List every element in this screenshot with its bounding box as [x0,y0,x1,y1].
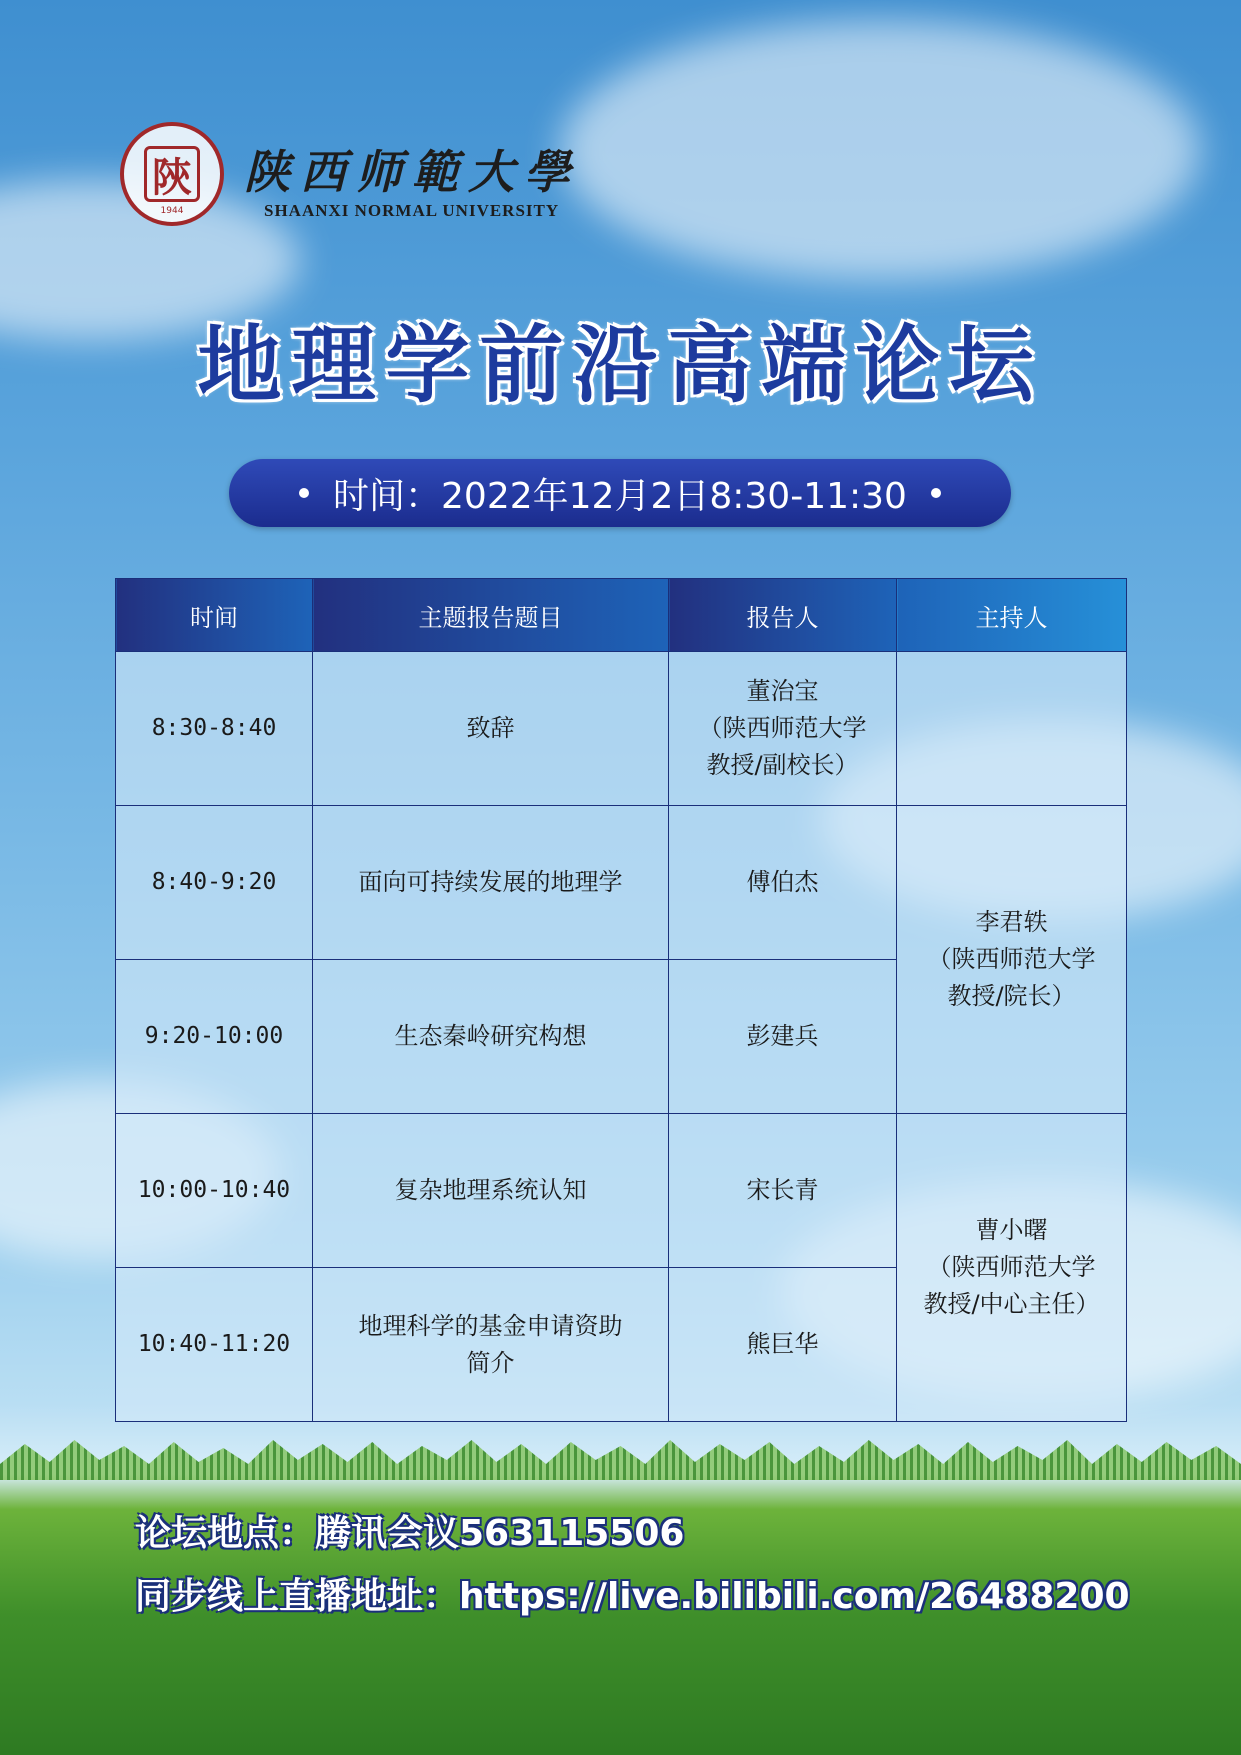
session-time: 9:20-10:00 [116,960,313,1114]
header-host: 主持人 [897,579,1127,652]
session-time: 10:40-11:20 [116,1268,313,1422]
table-row [116,1114,1127,1268]
table-header-row [116,579,1127,652]
session-topic: 致辞 [313,652,669,806]
bullet-dot-icon [299,488,309,498]
time-banner-text: 时间：2022年12月2日8:30-11:30 [333,475,907,517]
session-speaker: 熊巨华 [669,1268,897,1422]
session-speaker: 董治宝 （陕西师范大学 教授/副校长） [669,652,897,806]
session-topic: 地理科学的基金申请资助 简介 [313,1268,669,1422]
header-time: 时间 [116,579,313,652]
table-row [116,652,1127,806]
session-topic: 面向可持续发展的地理学 [313,806,669,960]
university-name-chinese: 陕西师範大學 [244,145,580,199]
forum-title: 地理学前沿高端论坛 [197,316,1044,414]
bullet-dot-icon [931,488,941,498]
university-header [120,122,590,232]
venue-text: 论坛地点：腾讯会议563115506 [135,1513,685,1554]
time-banner [229,459,1011,527]
header-topic: 主题报告题目 [313,579,669,652]
session-speaker: 彭建兵 [669,960,897,1114]
seal-frame [144,146,200,202]
seal-character: 陝 [152,153,192,201]
seal-year: 1944 [160,206,184,216]
table-row [116,806,1127,960]
session-host: 李君轶 （陕西师范大学 教授/院长） [897,806,1127,1114]
session-host: 曹小曙 （陕西师范大学 教授/中心主任） [897,1114,1127,1422]
session-time: 8:30-8:40 [116,652,313,806]
session-time: 10:00-10:40 [116,1114,313,1268]
university-seal-logo [120,122,224,226]
session-topic: 生态秦岭研究构想 [313,960,669,1114]
grass-decoration [0,1440,1241,1480]
schedule-table [115,578,1127,1422]
session-time: 8:40-9:20 [116,806,313,960]
university-name-english: SHAANXI NORMAL UNIVERSITY [264,201,560,220]
cloud [560,20,1200,280]
session-speaker: 傅伯杰 [669,806,897,960]
header-speaker: 报告人 [669,579,897,652]
session-speaker: 宋长青 [669,1114,897,1268]
session-host [897,652,1127,806]
live-stream-link[interactable]: 同步线上直播地址：https://live.bilibili.com/26488200 [135,1576,1130,1617]
session-topic: 复杂地理系统认知 [313,1114,669,1268]
